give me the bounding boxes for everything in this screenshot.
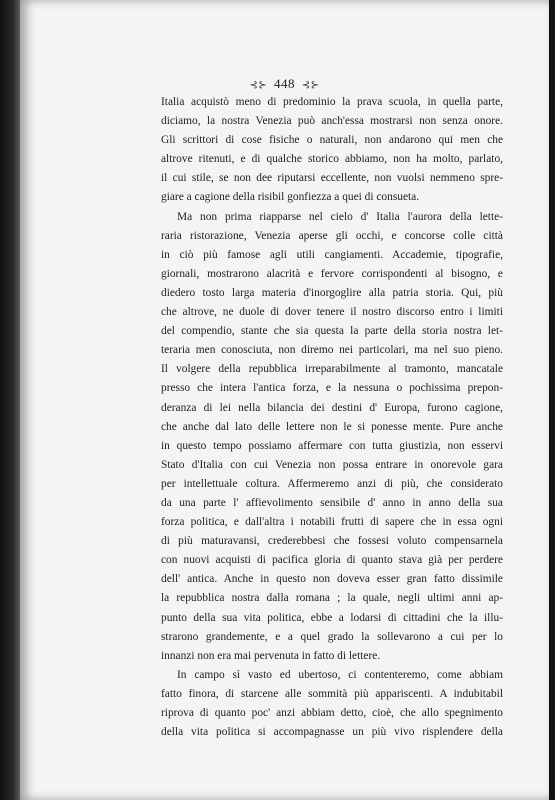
text-line: altrove ritenuti, e di qualche storico abbiamo, non ha molto, parlato, [161, 153, 503, 166]
text-line: giare a cagione della risibil gonfiezza a quei di consueta. [161, 191, 420, 204]
text-line: Ma non prima riapparse nel cielo d' Italia l'aurora della lette- [177, 210, 503, 223]
text-line: la repubblica nostra dalla romana ; la quale, negli ultimi anni ap- [161, 592, 503, 605]
text-line: diedero tosto larga materia d'inorgoglire alla patria storia. Qui, più [161, 286, 503, 299]
text-line: della vita politica si accompagnasse un più vivo risplendere della [161, 726, 503, 739]
text-line: In campo sì vasto ed ubertoso, ci contenteremo, come abbiam [177, 668, 503, 681]
text-line: Il volgere della repubblica irreparabilmente al tramonto, mancatale [161, 363, 503, 376]
text-line: teraria men conosciuta, non diremo nei particolari, ma nel suo pieno. [161, 344, 503, 357]
text-line: dell' antica. Anche in questo non doveva esser gran fatto dissimile [161, 573, 503, 586]
text-line: che altrove, ne duole di dover tenere il nostro discorso entro i limiti [161, 306, 503, 319]
text-line: per intellettuale coltura. Affermeremo anzi di più, che considerato [161, 477, 503, 490]
text-line: punto della sua vita politica, ebbe a lodarsi di cittadini che la illu- [161, 611, 503, 624]
scan-border-right [549, 0, 555, 800]
text-line: raria ristorazione, Venezia aperse gli occhi, e concorse colle città [161, 229, 503, 242]
text-line: Italia acquistò meno di predominio la prava scuola, in quella parte, [161, 96, 503, 108]
body-text [161, 93, 503, 742]
text-line: presso che intera l'antica forza, e la nessuna o pochissima prepon- [161, 382, 503, 395]
text-line: Stato d'Italia con cui Venezia non possa entrare in onorevole gara [161, 458, 503, 471]
text-line: in questo tempo possiamo affermare con tutta giustizia, non esservi [161, 439, 503, 452]
text-line: forza politica, e dall'altra i notabili frutti di sapere che in essa ogni [161, 516, 503, 529]
text-line: il cui stile, se non dee riputarsi eccellente, non vuolsi nemmeno spre- [161, 172, 503, 185]
text-line: deranza di lei nella bilancia dei destini d' Europa, furono cagione, [161, 401, 503, 414]
text-line: Gli scrittori di cose fisiche o naturali, non andarono qui men che [161, 134, 503, 147]
text-line: che anche dal lato delle lettere non le si ponesse mente. Pure anche [161, 420, 503, 433]
page-number: 448 [274, 76, 295, 91]
text-line: con nuovi acquisti di pacifica gloria di quanto stava già per perdere [161, 554, 503, 567]
text-line: da una parte l' affievolimento sensibile d' anno in anno della sua [161, 496, 503, 509]
text-line: innanzi non era mai pervenuta in fatto di lettere. [161, 649, 381, 662]
text-line: del compendio, stante che sia questa la parte della storia nostra let- [161, 325, 503, 338]
ornament-right-icon: ⊰⊱ [301, 80, 320, 91]
text-line: diciamo, la nostra Venezia può anch'essa mostrarsi non senza onore. [161, 115, 503, 128]
text-line: fatto finora, di starcene alle sommità più appariscenti. A indubitabil [161, 687, 503, 700]
scan-border-left [0, 0, 22, 800]
page-number-header [20, 76, 549, 92]
text-line: in ciò più famose agli utili cangiamenti. Accademie, tipografie, [161, 248, 503, 261]
ornament-left-icon: ⊰⊱ [249, 80, 268, 91]
text-line: riprova di quanto poc' anzi abbiam detto, cioè, che allo spegnimento [161, 707, 503, 719]
text-line: giornali, mostrarono alacrità e fervore corrispondenti al bisogno, e [161, 267, 503, 280]
text-line: strarono grandemente, e a quel grado la sollevarono a cui per lo [161, 630, 503, 643]
text-line: di più maturavansi, crederebbesi che fossesi voluto compensarnela [161, 535, 503, 548]
book-page [20, 0, 549, 800]
